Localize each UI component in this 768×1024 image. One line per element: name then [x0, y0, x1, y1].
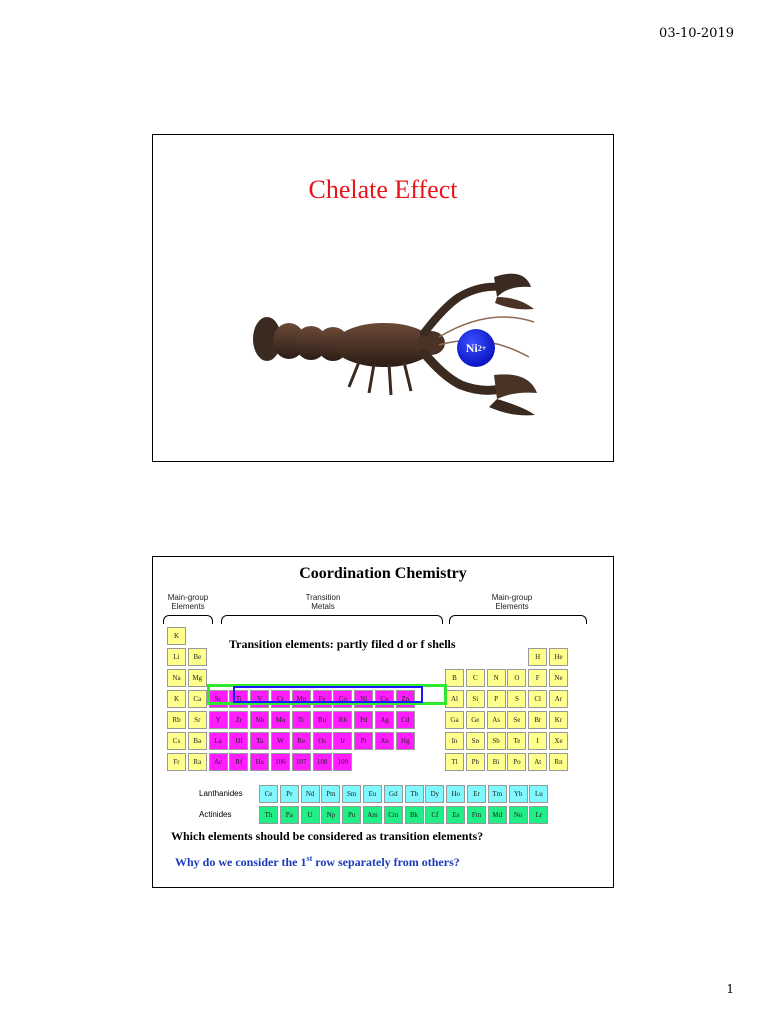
element-cell-Ra: Ra [188, 753, 207, 771]
element-cell-Pd: Pd [354, 711, 373, 729]
group-label-line: Elements [171, 602, 205, 611]
element-cell-Ar: Ar [549, 690, 568, 708]
element-cell-Ga: Ga [445, 711, 464, 729]
element-cell-Sn: Sn [466, 732, 485, 750]
element-cell-Al: Al [445, 690, 464, 708]
brace-main-right [449, 615, 587, 624]
element-cell-He: He [549, 648, 568, 666]
element-cell-Rn: Rn [549, 753, 568, 771]
group-label-main-left [159, 593, 217, 611]
element-cell-Os: Os [313, 732, 332, 750]
question-transition-elements: Which elements should be considered as transition elements? [171, 829, 484, 843]
question-text: Why do we consider the 1 [175, 855, 307, 869]
element-cell-Kr: Kr [549, 711, 568, 729]
element-cell-W: W [271, 732, 290, 750]
element-cell-As: As [487, 711, 506, 729]
element-cell-Ta: Ta [250, 732, 269, 750]
question-text: row separately from others? [312, 855, 460, 869]
question-superscript: st [306, 854, 313, 863]
element-cell-K: K [167, 627, 186, 645]
element-cell-Ac: Ac [209, 753, 228, 771]
element-cell-109: 109 [333, 753, 352, 771]
group-label-transition [293, 593, 353, 611]
element-cell-Se: Se [507, 711, 526, 729]
element-cell-Y: Y [209, 711, 228, 729]
element-cell-Tl: Tl [445, 753, 464, 771]
ion-symbol: Ni [465, 340, 478, 355]
element-cell-Tc: Tc [292, 711, 311, 729]
element-cell-Ni: Ni [354, 690, 373, 708]
element-cell-Ag: Ag [375, 711, 394, 729]
brace-main-left [163, 615, 213, 624]
element-cell-Si: Si [466, 690, 485, 708]
brace-transition [221, 615, 443, 624]
group-label-line: Elements [495, 602, 529, 611]
element-cell-Re: Re [292, 732, 311, 750]
element-cell-Hg: Hg [396, 732, 415, 750]
element-cell-Sc: Sc [209, 690, 228, 708]
element-cell-Ti: Ti [229, 690, 248, 708]
ion-charge: 2+ [477, 343, 487, 353]
element-cell-Na: Na [167, 669, 186, 687]
element-cell-Te: Te [507, 732, 526, 750]
actinide-cell-Fm: Fm [467, 806, 486, 824]
element-cell-Rh: Rh [333, 711, 352, 729]
element-cell-Co: Co [333, 690, 352, 708]
lanthanide-cell-Pr: Pr [280, 785, 299, 803]
element-cell-Ge: Ge [466, 711, 485, 729]
element-cell-108: 108 [313, 753, 332, 771]
element-cell-Ca: Ca [188, 690, 207, 708]
actinide-cell-Np: Np [321, 806, 340, 824]
lanthanide-cell-Tm: Tm [488, 785, 507, 803]
lanthanide-cell-Eu: Eu [363, 785, 382, 803]
date-header: 03-10-2019 [659, 26, 734, 41]
element-cell-Nb: Nb [250, 711, 269, 729]
element-cell-Li: Li [167, 648, 186, 666]
element-cell-Rf: Rf [229, 753, 248, 771]
element-cell-Pb: Pb [466, 753, 485, 771]
actinide-cell-Bk: Bk [405, 806, 424, 824]
element-cell-P: P [487, 690, 506, 708]
element-cell-Zr: Zr [229, 711, 248, 729]
group-label-line: Metals [311, 602, 335, 611]
element-cell-Ir: Ir [333, 732, 352, 750]
actinide-cell-Lr: Lr [529, 806, 548, 824]
element-cell-C: C [466, 669, 485, 687]
element-cell-Sr: Sr [188, 711, 207, 729]
element-cell-Cd: Cd [396, 711, 415, 729]
element-cell-N: N [487, 669, 506, 687]
element-cell-Ru: Ru [313, 711, 332, 729]
element-cell-Pt: Pt [354, 732, 373, 750]
element-cell-Au: Au [375, 732, 394, 750]
element-cell-Xe: Xe [549, 732, 568, 750]
slide-title: Chelate Effect [308, 175, 458, 204]
group-label-line: Main-group [167, 593, 209, 602]
lanthanides-label: Lanthanides [199, 789, 243, 798]
actinide-cell-Th: Th [259, 806, 278, 824]
element-cell-Bi: Bi [487, 753, 506, 771]
actinide-cell-Am: Am [363, 806, 382, 824]
element-cell-O: O [507, 669, 526, 687]
lanthanide-cell-Ho: Ho [446, 785, 465, 803]
element-cell-107: 107 [292, 753, 311, 771]
group-label-line: Transition [305, 593, 341, 602]
element-cell-Cu: Cu [375, 690, 394, 708]
element-cell-B: B [445, 669, 464, 687]
element-cell-Sb: Sb [487, 732, 506, 750]
actinide-cell-Es: Es [446, 806, 465, 824]
element-cell-La: La [209, 732, 228, 750]
actinide-cell-Pa: Pa [280, 806, 299, 824]
actinide-cell-U: U [301, 806, 320, 824]
page-number: 1 [726, 982, 734, 996]
element-cell-Zn: Zn [396, 690, 415, 708]
actinide-cell-No: No [509, 806, 528, 824]
element-cell-Br: Br [528, 711, 547, 729]
lanthanide-cell-Yb: Yb [509, 785, 528, 803]
element-cell-K: K [167, 690, 186, 708]
element-cell-Be: Be [188, 648, 207, 666]
lanthanide-cell-Ce: Ce [259, 785, 278, 803]
ni-ion-ball [457, 329, 495, 367]
element-cell-Fe: Fe [313, 690, 332, 708]
slide-title: Coordination Chemistry [299, 565, 467, 582]
element-cell-Po: Po [507, 753, 526, 771]
group-label-line: Main-group [491, 593, 533, 602]
slide-coordination-chemistry [152, 556, 614, 888]
element-cell-Cl: Cl [528, 690, 547, 708]
element-cell-Ha: Ha [250, 753, 269, 771]
element-cell-Cs: Cs [167, 732, 186, 750]
element-cell-I: I [528, 732, 547, 750]
element-cell-Ne: Ne [549, 669, 568, 687]
element-cell-H: H [528, 648, 547, 666]
lanthanide-cell-Gd: Gd [384, 785, 403, 803]
question-first-row [175, 854, 460, 870]
actinide-cell-Md: Md [488, 806, 507, 824]
element-cell-F: F [528, 669, 547, 687]
transition-elements-label: Transition elements: partly filed d or f shells [229, 637, 456, 651]
element-cell-S: S [507, 690, 526, 708]
element-cell-Fr: Fr [167, 753, 186, 771]
element-cell-Rb: Rb [167, 711, 186, 729]
element-cell-Mn: Mn [292, 690, 311, 708]
element-cell-Hf: Hf [229, 732, 248, 750]
lanthanide-cell-Nd: Nd [301, 785, 320, 803]
actinide-cell-Pu: Pu [342, 806, 361, 824]
element-cell-106: 106 [271, 753, 290, 771]
slide-chelate-effect [152, 134, 614, 462]
element-cell-Mo: Mo [271, 711, 290, 729]
first-row-highlight-inner [233, 686, 423, 703]
lanthanide-cell-Lu: Lu [529, 785, 548, 803]
element-cell-Ba: Ba [188, 732, 207, 750]
element-cell-V: V [250, 690, 269, 708]
actinide-cell-Cm: Cm [384, 806, 403, 824]
lanthanide-cell-Er: Er [467, 785, 486, 803]
actinides-label: Actinides [199, 810, 232, 819]
element-cell-In: In [445, 732, 464, 750]
lanthanide-cell-Dy: Dy [425, 785, 444, 803]
lanthanide-cell-Tb: Tb [405, 785, 424, 803]
group-label-main-right [481, 593, 543, 611]
element-cell-Mg: Mg [188, 669, 207, 687]
element-cell-At: At [528, 753, 547, 771]
lanthanide-cell-Pm: Pm [321, 785, 340, 803]
element-cell-Cr: Cr [271, 690, 290, 708]
lanthanide-cell-Sm: Sm [342, 785, 361, 803]
actinide-cell-Cf: Cf [425, 806, 444, 824]
